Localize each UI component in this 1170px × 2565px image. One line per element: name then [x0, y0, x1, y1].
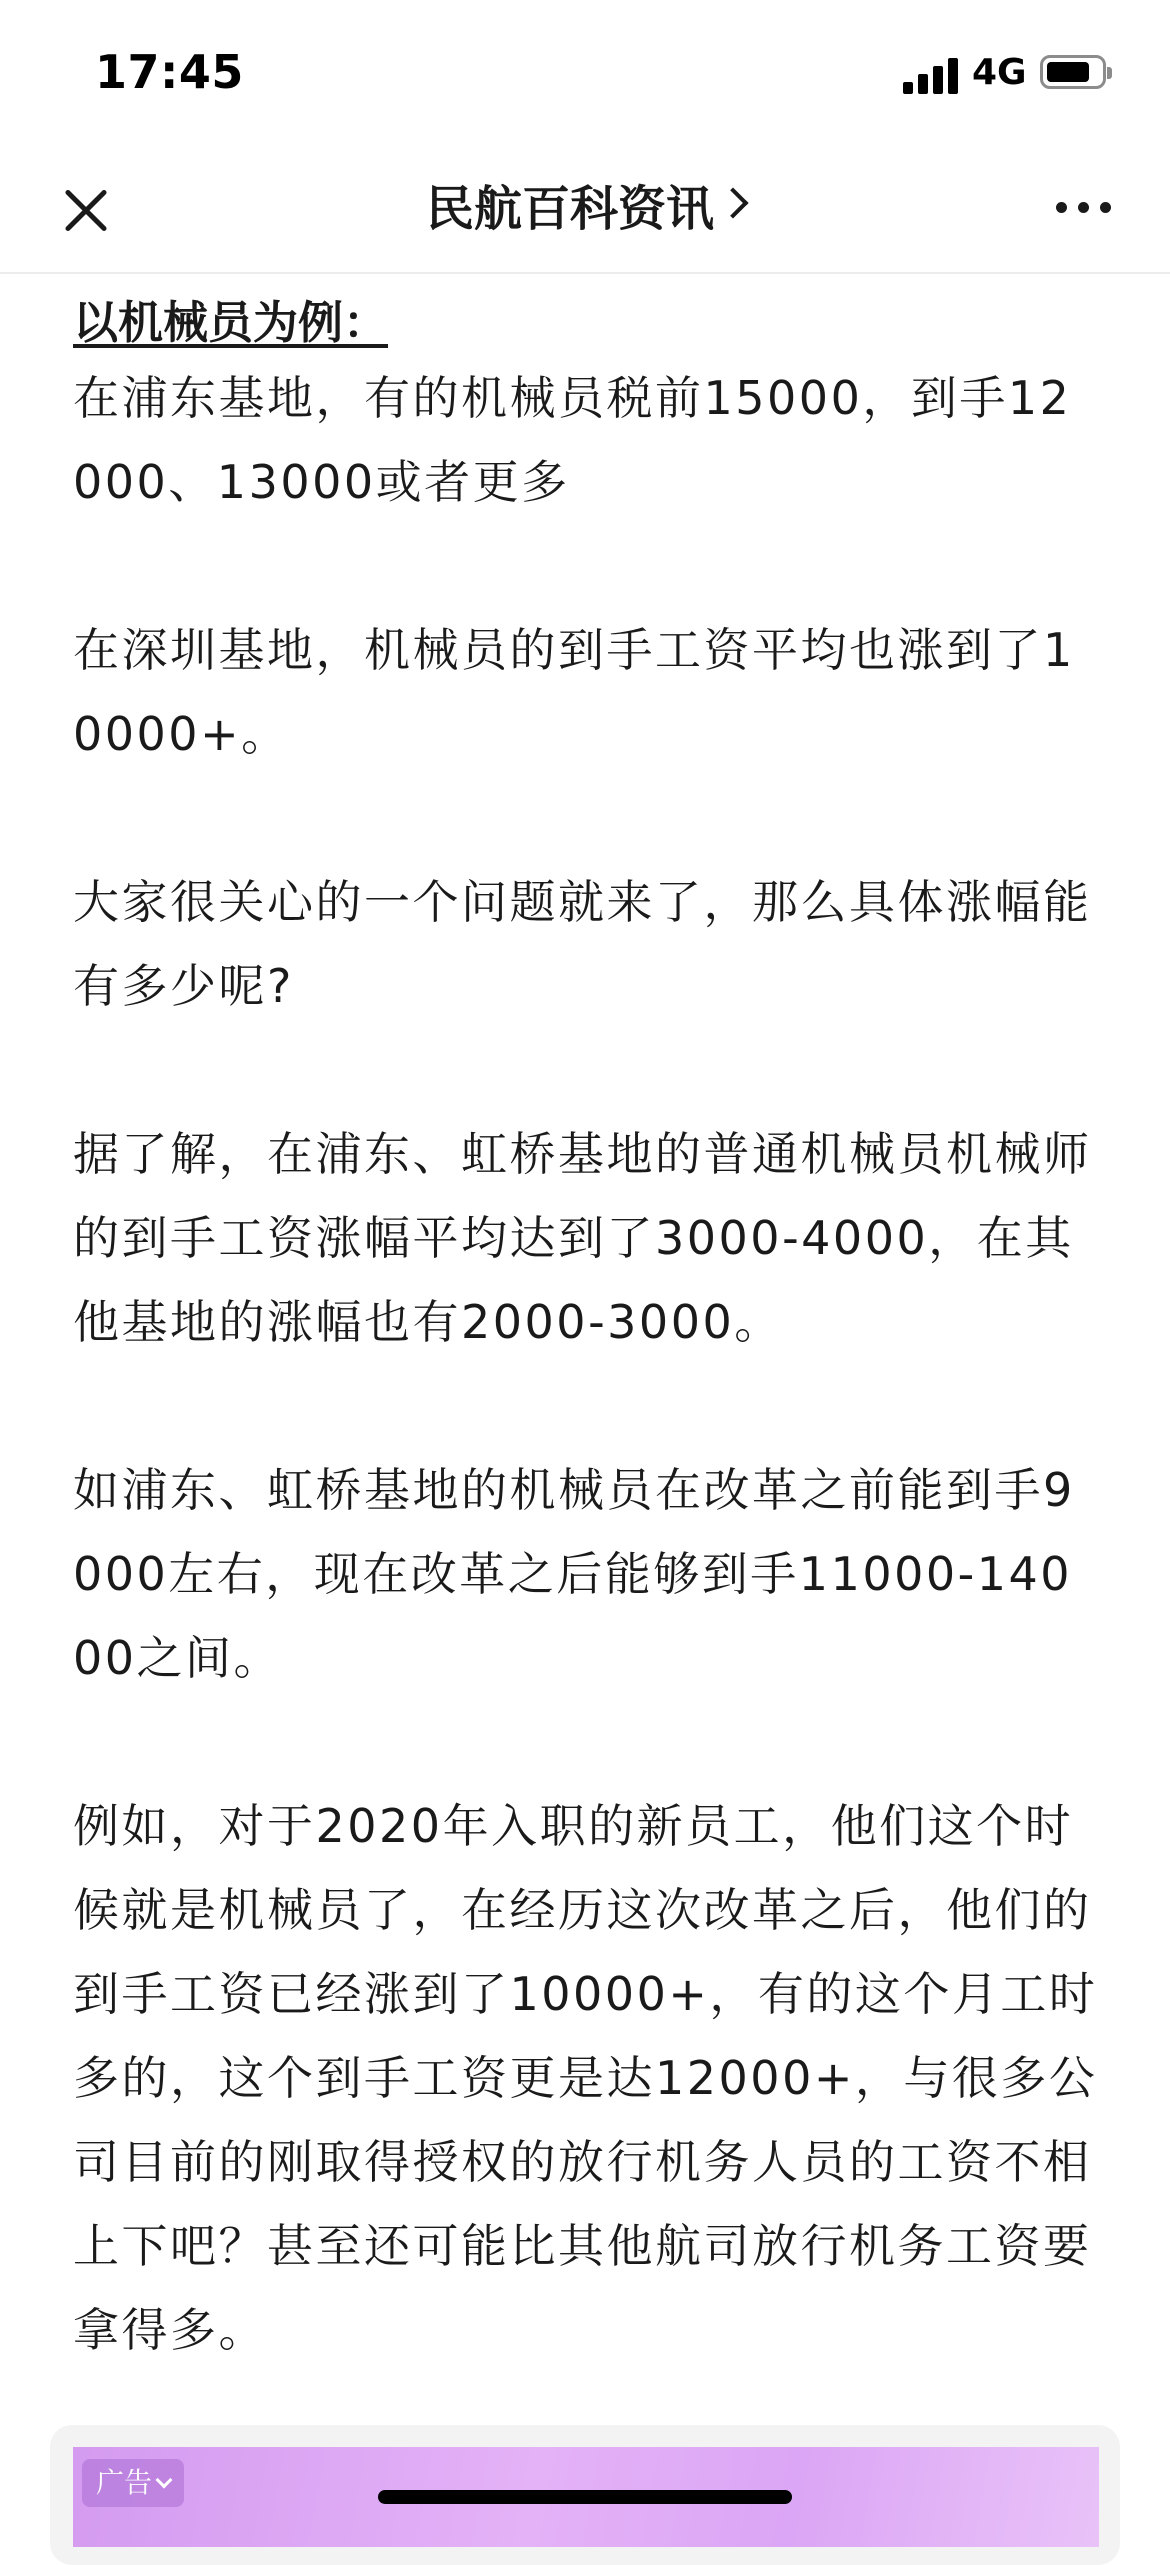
home-indicator[interactable]	[378, 2490, 792, 2504]
battery-icon	[1040, 55, 1106, 89]
article-paragraph: 如浦东、虹桥基地的机械员在改革之前能到手9000左右，现在改革之后能够到手11000-14000之间。	[73, 1463, 1075, 1685]
ad-badge-label: 广告	[96, 2466, 153, 2499]
article-body	[73, 290, 1103, 2456]
chevron-down-icon	[156, 2472, 173, 2489]
more-icon	[1056, 202, 1067, 213]
article-paragraph: 例如，对于2020年入职的新员工，他们这个时候就是机械员了，在经历这次改革之后，他们的到手工资已经涨到了10000+，有的这个月工时多的，这个到手工资更是达12000+，与很多公司目前的刚取得授权的放行机务人员的工资不相上下吧？甚至还可能比其他航司放行机务工资要拿得多。	[73, 1799, 1098, 2357]
chevron-right-icon	[717, 187, 748, 218]
article-paragraph: 在浦东基地，有的机械员税前15000，到手12000、13000或者更多	[73, 371, 1072, 509]
article-paragraph: 在深圳基地，机械员的到手工资平均也涨到了10000+。	[73, 623, 1075, 761]
article-subheading: 以机械员为例：	[73, 296, 389, 349]
signal-bars-icon	[903, 56, 961, 94]
ad-badge[interactable]	[82, 2459, 184, 2507]
page-title: 民航百科资讯	[425, 181, 714, 237]
article-paragraph: 大家很关心的一个问题就来了，那么具体涨幅能有多少呢?	[73, 875, 1092, 1013]
article-paragraph: 据了解，在浦东、虹桥基地的普通机械员机械师的到手工资涨幅平均达到了3000-4000，在其他基地的涨幅也有2000-3000。	[73, 1127, 1092, 1349]
status-time: 17:45	[95, 45, 244, 99]
nav-bar	[0, 140, 1170, 274]
network-label: 4G	[972, 52, 1027, 93]
account-title-link[interactable]	[0, 170, 1170, 239]
status-bar	[0, 0, 1170, 140]
more-button[interactable]	[1052, 192, 1116, 222]
